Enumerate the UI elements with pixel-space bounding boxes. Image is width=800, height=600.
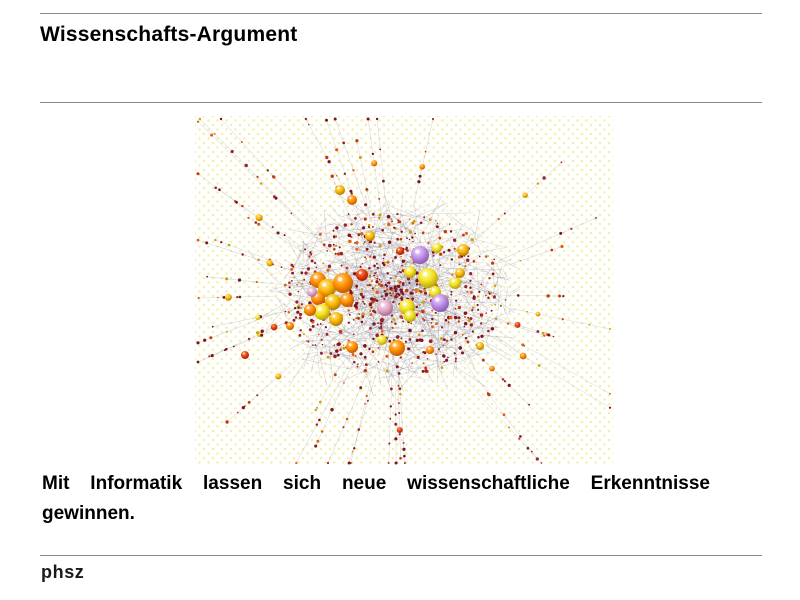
network-graph-image bbox=[195, 116, 613, 466]
title-divider-rule bbox=[40, 102, 762, 103]
page-title: Wissenschafts-Argument bbox=[40, 23, 298, 46]
footer-rule bbox=[40, 555, 762, 556]
citation-network-visualization bbox=[195, 116, 613, 466]
top-rule bbox=[40, 13, 762, 14]
phsz-logo: phsz bbox=[41, 562, 85, 582]
slide-body-text: Mit Informatik lassen sich neue wissenschaftliche Erkenntnisse gewinnen. bbox=[42, 473, 710, 524]
